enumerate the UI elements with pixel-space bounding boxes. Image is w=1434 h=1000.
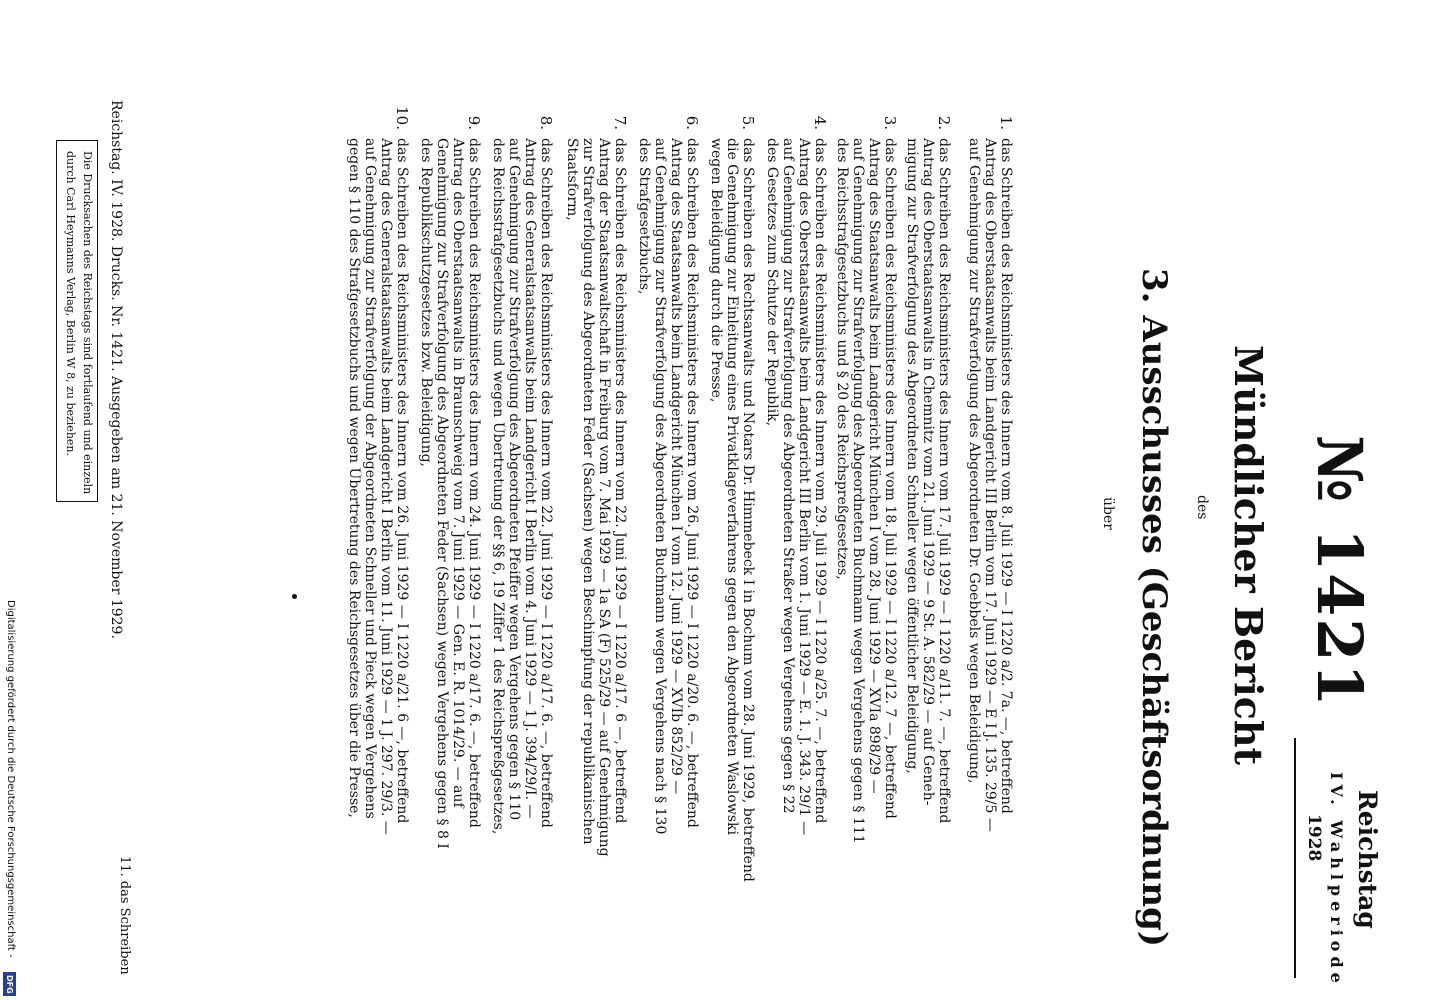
- item-line: auf Genehmigung zur Strafverfolgung des Abgeordneten Pfeiffer wegen Vergehens gegen § 110: [506, 138, 522, 821]
- item-line: auf Genehmigung zur Strafverfolgung des Abgeordneten Buchmann wegen Vergehens gegen § 111: [850, 138, 866, 844]
- item-line: Genehmigung zur Strafverfolgung des Abgeordneten Feder (Sachsen) wegen Vergehens gegen § 8 I: [434, 138, 450, 849]
- footer-notice-line: Die Drucksachen des Reichstags sind fortlaufend und einzeln: [81, 151, 94, 495]
- item-line: migung zur Strafverfolgung des Abgeordneten Schneller wegen öffentlicher Beleidigung,: [904, 138, 920, 774]
- item-line: das Schreiben des Reichsministers des Innern vom 26. Juni 1929 — I 1220 a/20. 6. —, betreffend: [684, 138, 700, 828]
- footer-line: Reichstag. IV. 1928. Drucks. Nr. 1421. Ausgegeben am 21. November 1929.: [108, 100, 124, 639]
- item-line: Antrag des Oberstaatsanwalts in Chemnitz vom 21. Juni 1929 — 9 St. A. 582/29 — auf Geneh-: [920, 138, 936, 806]
- item-line: Antrag der Staatsanwaltschaft in Freiburg vom 7. Mai 1929 — 1a SA (F) 525/29 — auf Genehmigung: [596, 138, 612, 857]
- dfg-logo: DFG: [3, 972, 16, 996]
- item-number: 8.: [537, 115, 555, 130]
- report-title: Mündlicher Bericht: [1226, 345, 1271, 766]
- catchword: 11. das Schreiben: [117, 856, 132, 975]
- item-line: das Schreiben des Reichsministers des Innern vom 26. Juni 1929 — I 1220 a/21. 6 —, betreffend: [394, 138, 410, 824]
- item-line: wegen Beleidigung durch die Presse,: [708, 138, 724, 403]
- item-number: 9.: [465, 115, 483, 130]
- item-line: Antrag des Oberstaatsanwalts in Braunschweig vom 7. Juni 1929 — Gen. E. R. 1014/29. — auf: [450, 138, 466, 808]
- item-line: des Reichsstrafgesetzbuchs und § 20 des Reichspreßgesetzes,: [834, 138, 850, 580]
- item-line: des Gesetzes zum Schutze der Republik,: [764, 138, 780, 427]
- reichstag-label: Reichstag: [1353, 790, 1382, 929]
- item-line: auf Genehmigung zur Strafverfolgung der Abgeordneten Schneller und Pieck wegen Vergehens: [362, 138, 378, 819]
- footer-notice-line: durch Carl Heymanns Verlag, Berlin W 8, zu beziehen.: [64, 151, 77, 456]
- des-label: des: [1194, 495, 1210, 520]
- item-line: zur Strafverfolgung des Abgeordneten Feder (Sachsen) wegen Beschimpfung der republikanischen: [580, 138, 596, 845]
- item-line: das Schreiben des Reichsministers des Innern vom 22. Juni 1929 — I 1220 a/17. 6 —, betreffend: [612, 138, 628, 824]
- item-line: Antrag des Staatsanwalts beim Landgericht München I vom 12. Juni 1929 — XVIb 852/29 —: [668, 138, 684, 795]
- item-number: 6.: [683, 115, 701, 130]
- ink-dot: [292, 594, 297, 599]
- ueber-label: über: [1100, 497, 1116, 530]
- year-label: 1928: [1304, 814, 1324, 862]
- item-number: 10.: [393, 106, 411, 130]
- item-line: das Schreiben des Reichsministers des Innern vom 18. Juli 1929 — I 1220 a/12. 7 —, betreffend: [882, 138, 898, 819]
- item-line: des Reichsstrafgesetzbuchs und wegen Übertretung der §§ 6, 19 Ziffer 1 des Reichspreßgesetzes,: [490, 138, 506, 835]
- item-line: das Schreiben des Reichsministers des Innern vom 29. Juli 1929 — I 1220 a/25. 7. —, betreffend: [812, 138, 828, 824]
- footer-notice-box: [56, 140, 98, 502]
- item-line: auf Genehmigung zur Strafverfolgung des Abgeordneten Dr. Goebbels wegen Beleidigung,: [966, 138, 982, 784]
- header-rule: [1294, 738, 1296, 978]
- item-number: 2.: [935, 115, 953, 130]
- item-line: des Republikschutzgesetzes bzw. Beleidigung,: [418, 138, 434, 468]
- wahlperiode-label: IV. Wahlperiode: [1327, 772, 1346, 988]
- item-line: das Schreiben des Reichsministers des Innern vom 22. Juni 1929 — I 1220 a/17. 6. —, betreffend: [538, 138, 554, 828]
- item-line: auf Genehmigung zur Strafverfolgung des Abgeordneten Buchmann wegen Vergehens nach § 130: [652, 138, 668, 835]
- item-number: 1.: [997, 115, 1015, 130]
- item-number: 4.: [811, 115, 829, 130]
- credit-text: Digitalisierung gefördert durch die Deutsche Forschungsgemeinschaft -: [5, 600, 16, 958]
- side-credit: [0, 600, 20, 1000]
- item-number: 3.: [881, 115, 899, 130]
- item-line: Antrag des Generalstaatsanwalts beim Landgericht I Berlin vom 11. Juni 1929 — 1 J. 297. 29/3. —: [378, 138, 394, 835]
- item-line: Staatsform,: [564, 138, 580, 221]
- committee-title: 3. Ausschusses (Geschäftsordnung): [1134, 268, 1174, 947]
- item-number: 7.: [611, 115, 629, 130]
- item-line: Antrag des Oberstaatsanwalts beim Landgericht III Berlin vom 1. Juni 1929 — E. 1. J. 343. 29/1 —: [796, 138, 812, 836]
- item-line: die Genehmigung zur Einleitung eines Privatklageverfahrens gegen den Abgeordneten Waslowski: [724, 138, 740, 835]
- item-number: 5.: [739, 115, 757, 130]
- item-line: das Schreiben des Reichsministers des Innern vom 8. Juli 1929 — I 1220 a/2. 7a. —, betreffend: [998, 138, 1014, 814]
- item-line: Antrag des Oberstaatsanwalts beim Landgericht III Berlin vom 17. Juni 1929 — E I J. 135. 29/5 —: [982, 138, 998, 832]
- item-line: des Strafgesetzbuchs,: [636, 138, 652, 295]
- item-line: gegen § 110 des Strafgesetzbuchs und wegen Übertretung des Reichsgesetzes über die Presse,: [346, 138, 362, 818]
- document-number: № 1421: [1303, 435, 1376, 709]
- item-line: auf Genehmigung zur Strafverfolgung des Abgeordneten Straßer wegen Vergehens gegen § 22: [780, 138, 796, 814]
- item-line: das Schreiben des Reichsministers des Innern vom 17. Juli 1929 — I 1220 a/11. 7. —, betreffend: [936, 138, 952, 824]
- item-line: das Schreiben des Reichsministers des Innern vom 24. Juni 1929 — I 1220 a/17. 6. —, betreffend: [466, 138, 482, 828]
- item-line: das Schreiben des Rechtsanwalts und Notars Dr. Himmebeck I in Bochum vom 28. Juni 1929, betreffend: [740, 138, 756, 882]
- item-line: Antrag des Generalstaatsanwalts beim Landgericht I Berlin vom 4. Juni 1929 — 1 J. 394/29/I. —: [522, 138, 538, 819]
- item-line: Antrag des Staatsanwalts beim Landgericht München I vom 28. Juni 1929 — XVIa 898/29 —: [866, 138, 882, 794]
